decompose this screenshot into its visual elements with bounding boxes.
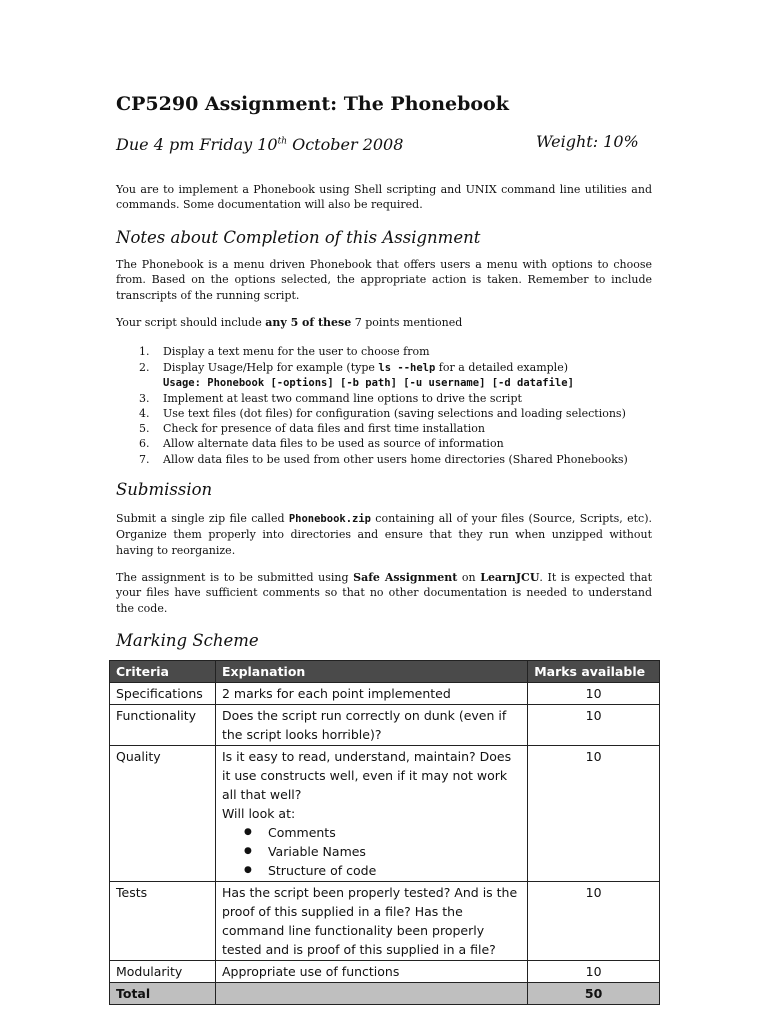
criteria-cell: Tests xyxy=(110,882,216,961)
item-text: Display a text menu for the user to choose from xyxy=(163,345,430,359)
zip-filename: Phonebook.zip xyxy=(288,512,371,525)
total-empty-cell xyxy=(215,983,527,1005)
due-date xyxy=(116,135,403,154)
list-item xyxy=(116,452,652,467)
notes-paragraph: The Phonebook is a menu driven Phonebook that offers users a menu with options to choose from. Based on the options selected, the appropriate action is taken. Remember to include transcripts of the running script. xyxy=(116,257,652,302)
safe-mid: on xyxy=(457,571,481,585)
explanation-cell: Appropriate use of functions xyxy=(215,961,527,983)
table-row xyxy=(110,882,660,961)
look-at-item: ● Variable Names xyxy=(244,842,521,861)
include-bold: any 5 of these xyxy=(265,316,352,330)
marks-cell: 10 xyxy=(528,882,660,961)
item-code: ls --help xyxy=(378,361,436,374)
due-date-suffix: October 2008 xyxy=(287,135,404,155)
header-explanation: Explanation xyxy=(215,661,527,683)
look-at-label: Will look at: xyxy=(221,806,296,821)
due-date-sup: th xyxy=(277,137,288,147)
item-number: 1. xyxy=(139,345,150,359)
table-row xyxy=(110,961,660,983)
criteria-cell: Modularity xyxy=(110,961,216,983)
item-text: Use text files (dot files) for configuration (saving selections and loading selections) xyxy=(163,407,626,421)
quality-explanation: Is it easy to read, understand, maintain? Does it use constructs well, even if it may not work all that well? xyxy=(221,749,512,802)
total-label: Total xyxy=(110,983,216,1005)
item-text: Allow data files to be used from other users home directories (Shared Phonebooks) xyxy=(163,452,628,466)
notes-heading: Notes about Completion of this Assignment xyxy=(116,227,481,247)
item-number: 5. xyxy=(139,422,150,436)
safe-suffix: . It is expected that your files have sufficient comments so that no other documentation is needed to understand the code. xyxy=(116,571,653,615)
include-paragraph xyxy=(116,315,652,330)
safe-assignment-paragraph xyxy=(116,570,652,616)
item-text-after: for a detailed example) xyxy=(435,360,568,374)
look-at-list xyxy=(222,823,521,880)
item-text: Allow alternate data files to be used as source of information xyxy=(163,437,504,451)
list-item xyxy=(116,406,652,421)
list-item xyxy=(116,391,652,406)
explanation-cell: 2 marks for each point implemented xyxy=(215,683,527,705)
points-list xyxy=(116,344,652,466)
header-marks: Marks available xyxy=(528,661,660,683)
learnjcu-label: LearnJCU xyxy=(480,571,540,585)
list-item xyxy=(116,436,652,451)
document-page xyxy=(116,92,652,652)
item-number: 2. xyxy=(139,360,150,374)
total-row xyxy=(110,983,660,1005)
include-prefix: Your script should include xyxy=(116,316,266,330)
item-text: Display Usage/Help for example (type xyxy=(163,360,379,374)
safe-prefix: The assignment is to be submitted using xyxy=(116,571,354,585)
list-item xyxy=(116,421,652,436)
explanation-cell xyxy=(215,746,527,882)
look-at-item: ● Structure of code xyxy=(244,861,521,880)
item-text: Implement at least two command line options to drive the script xyxy=(163,391,522,405)
safe-assignment-label: Safe Assignment xyxy=(353,571,458,585)
marking-heading: Marking Scheme xyxy=(116,631,259,651)
total-value: 50 xyxy=(528,983,660,1005)
marking-table xyxy=(109,660,660,1005)
look-at-item: ● Comments xyxy=(244,823,521,842)
weight-label: Weight: 10% xyxy=(536,132,639,151)
item-number: 6. xyxy=(139,437,150,451)
submission-suffix: containing all of your files (Source, Scripts, etc). Organize them properly into directories and ensure that they run when unzipped without having to reorganize. xyxy=(116,511,652,557)
submission-paragraph xyxy=(116,511,652,558)
criteria-cell: Quality xyxy=(110,746,216,882)
intro-paragraph: You are to implement a Phonebook using Shell scripting and UNIX command line utilities and commands. Some documentation will also be required. xyxy=(116,183,652,212)
marks-cell: 10 xyxy=(528,961,660,983)
page-title: CP5290 Assignment: The Phonebook xyxy=(116,93,509,115)
list-item xyxy=(116,360,652,376)
include-suffix: 7 points mentioned xyxy=(351,316,463,330)
usage-line: Usage: Phonebook [-options] [-b path] [-u username] [-d datafile] xyxy=(163,376,574,389)
table-row xyxy=(110,746,660,882)
criteria-cell: Specifications xyxy=(110,683,216,705)
list-item xyxy=(116,344,652,359)
item-number: 3. xyxy=(139,391,150,405)
item-number: 7. xyxy=(139,452,150,466)
header-criteria: Criteria xyxy=(110,661,216,683)
marks-cell: 10 xyxy=(528,746,660,882)
explanation-cell: Has the script been properly tested? And is the proof of this supplied in a file? Has the command line functionality been properly tested and is proof of this supplied in a file? xyxy=(215,882,527,961)
due-date-prefix: Due 4 pm Friday 10 xyxy=(116,135,278,155)
explanation-cell: Does the script run correctly on dunk (even if the script looks horrible)? xyxy=(215,705,527,746)
marks-cell: 10 xyxy=(528,683,660,705)
submission-heading: Submission xyxy=(116,479,213,499)
table-header-row xyxy=(110,661,660,683)
table-row xyxy=(110,705,660,746)
criteria-cell: Functionality xyxy=(110,705,216,746)
item-number: 4. xyxy=(139,407,150,421)
table-row xyxy=(110,683,660,705)
item-text: Check for presence of data files and first time installation xyxy=(163,422,485,436)
marks-cell: 10 xyxy=(528,705,660,746)
due-line xyxy=(116,130,652,154)
submission-prefix: Submit a single zip file called xyxy=(116,511,289,525)
